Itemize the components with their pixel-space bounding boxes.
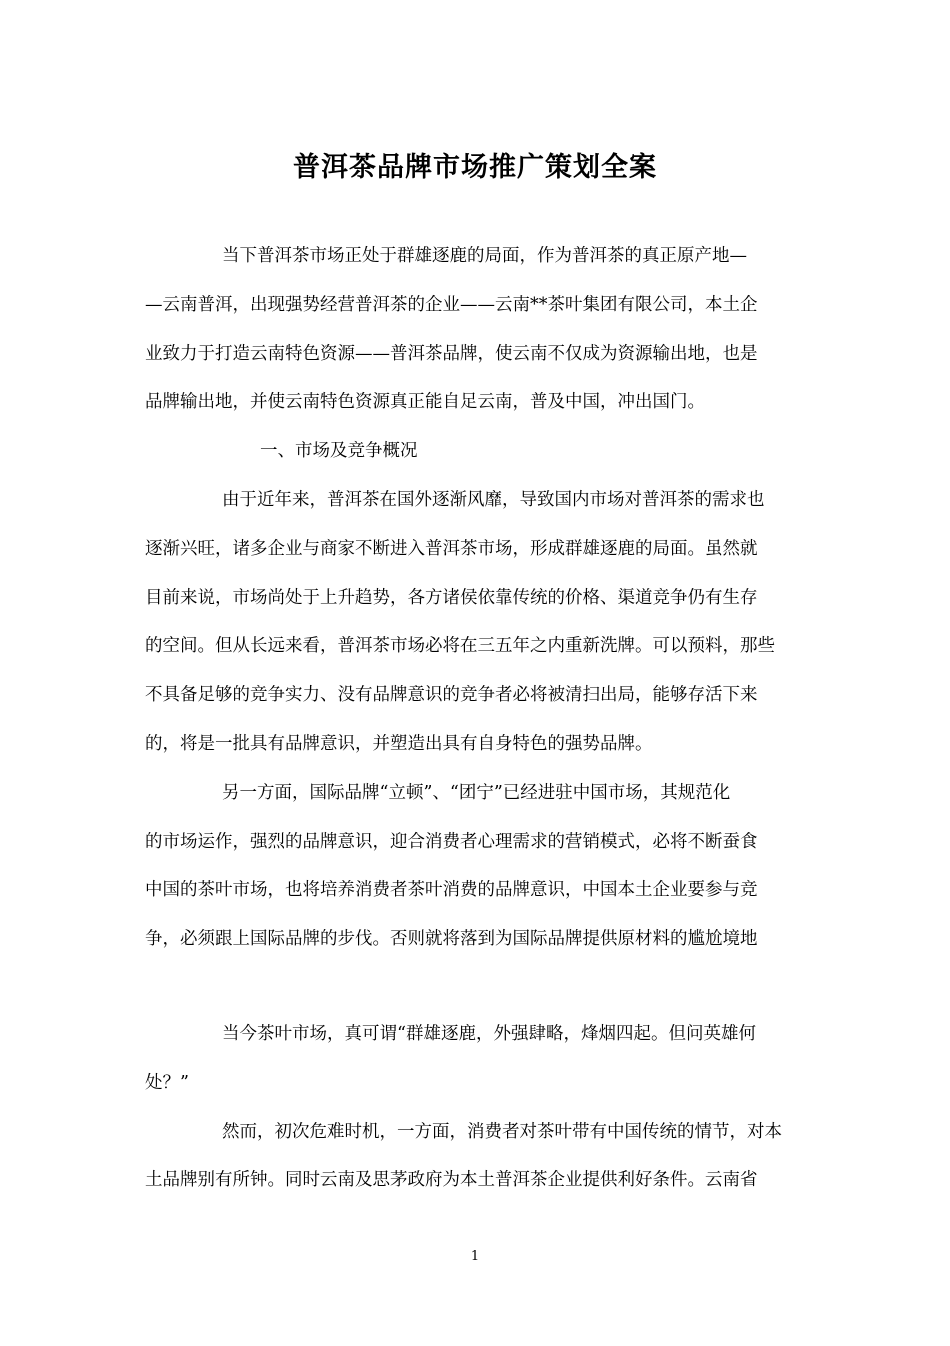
text-line: 当今茶叶市场，真可谓“群雄逐鹿，外强肆略，烽烟四起。但问英雄何 — [222, 1024, 756, 1044]
text-line: 目前来说，市场尚处于上升趋势，各方诸侯依靠传统的价格、渠道竞争仍有生存 — [145, 587, 758, 608]
text-line: 的，将是一批具有品牌意识，并塑造出具有自身特色的强势品牌。 — [145, 733, 653, 754]
text-line: 由于近年来，普洱茶在国外逐渐风靡，导致国内市场对普洱茶的需求也 — [222, 489, 765, 510]
text-line: 的空间。但从长远来看，普洱茶市场必将在三五年之内重新洗牌。可以预料，那些 — [145, 636, 775, 657]
text-line: 处？” — [145, 1072, 189, 1093]
text-line: 中国的茶叶市场，也将培养消费者茶叶消费的品牌意识，中国本土企业要参与竞 — [145, 880, 758, 901]
text-line: 品牌输出地，并使云南特色资源真正能自足云南，普及中国，冲出国门。 — [145, 392, 705, 413]
text-line: 逐渐兴旺，诸多企业与商家不断进入普洱茶市场，形成群雄逐鹿的局面。虽然就 — [145, 538, 758, 559]
text-line: 的市场运作，强烈的品牌意识，迎合消费者心理需求的营销模式，必将不断蚕食 — [145, 831, 758, 852]
document-title: 普洱茶品牌市场推广策划全案 — [293, 152, 657, 183]
text-line: 土品牌别有所钟。同时云南及思茅政府为本土普洱茶企业提供利好条件。云南省 — [145, 1170, 758, 1191]
text-line: 然而，初次危难时机，一方面，消费者对茶叶带有中国传统的情节，对本 — [222, 1121, 782, 1142]
text-line: 不具备足够的竞争实力、没有品牌意识的竞争者必将被清扫出局，能够存活下来 — [145, 685, 758, 706]
page-number: 1 — [470, 1249, 480, 1264]
text-line: 当下普洱茶市场正处于群雄逐鹿的局面，作为普洱茶的真正原产地— — [222, 246, 747, 266]
paragraph-current-market — [145, 1010, 805, 1205]
section-heading: 一、市场及竞争概况 — [260, 441, 418, 462]
text-line: —云南普洱，出现强势经营普洱茶的企业——云南**茶叶集团有限公司，本土企 — [145, 294, 758, 315]
text-line: 另一方面，国际品牌“立顿”、“团宁”已经进驻中国市场，其规范化 — [222, 782, 731, 803]
paragraph-intro — [145, 232, 805, 964]
text-line: 业致力于打造云南特色资源——普洱茶品牌，使云南不仅成为资源输出地，也是 — [145, 343, 758, 364]
text-line: 争，必须跟上国际品牌的步伐。否则就将落到为国际品牌提供原材料的尴尬境地 — [145, 929, 758, 950]
